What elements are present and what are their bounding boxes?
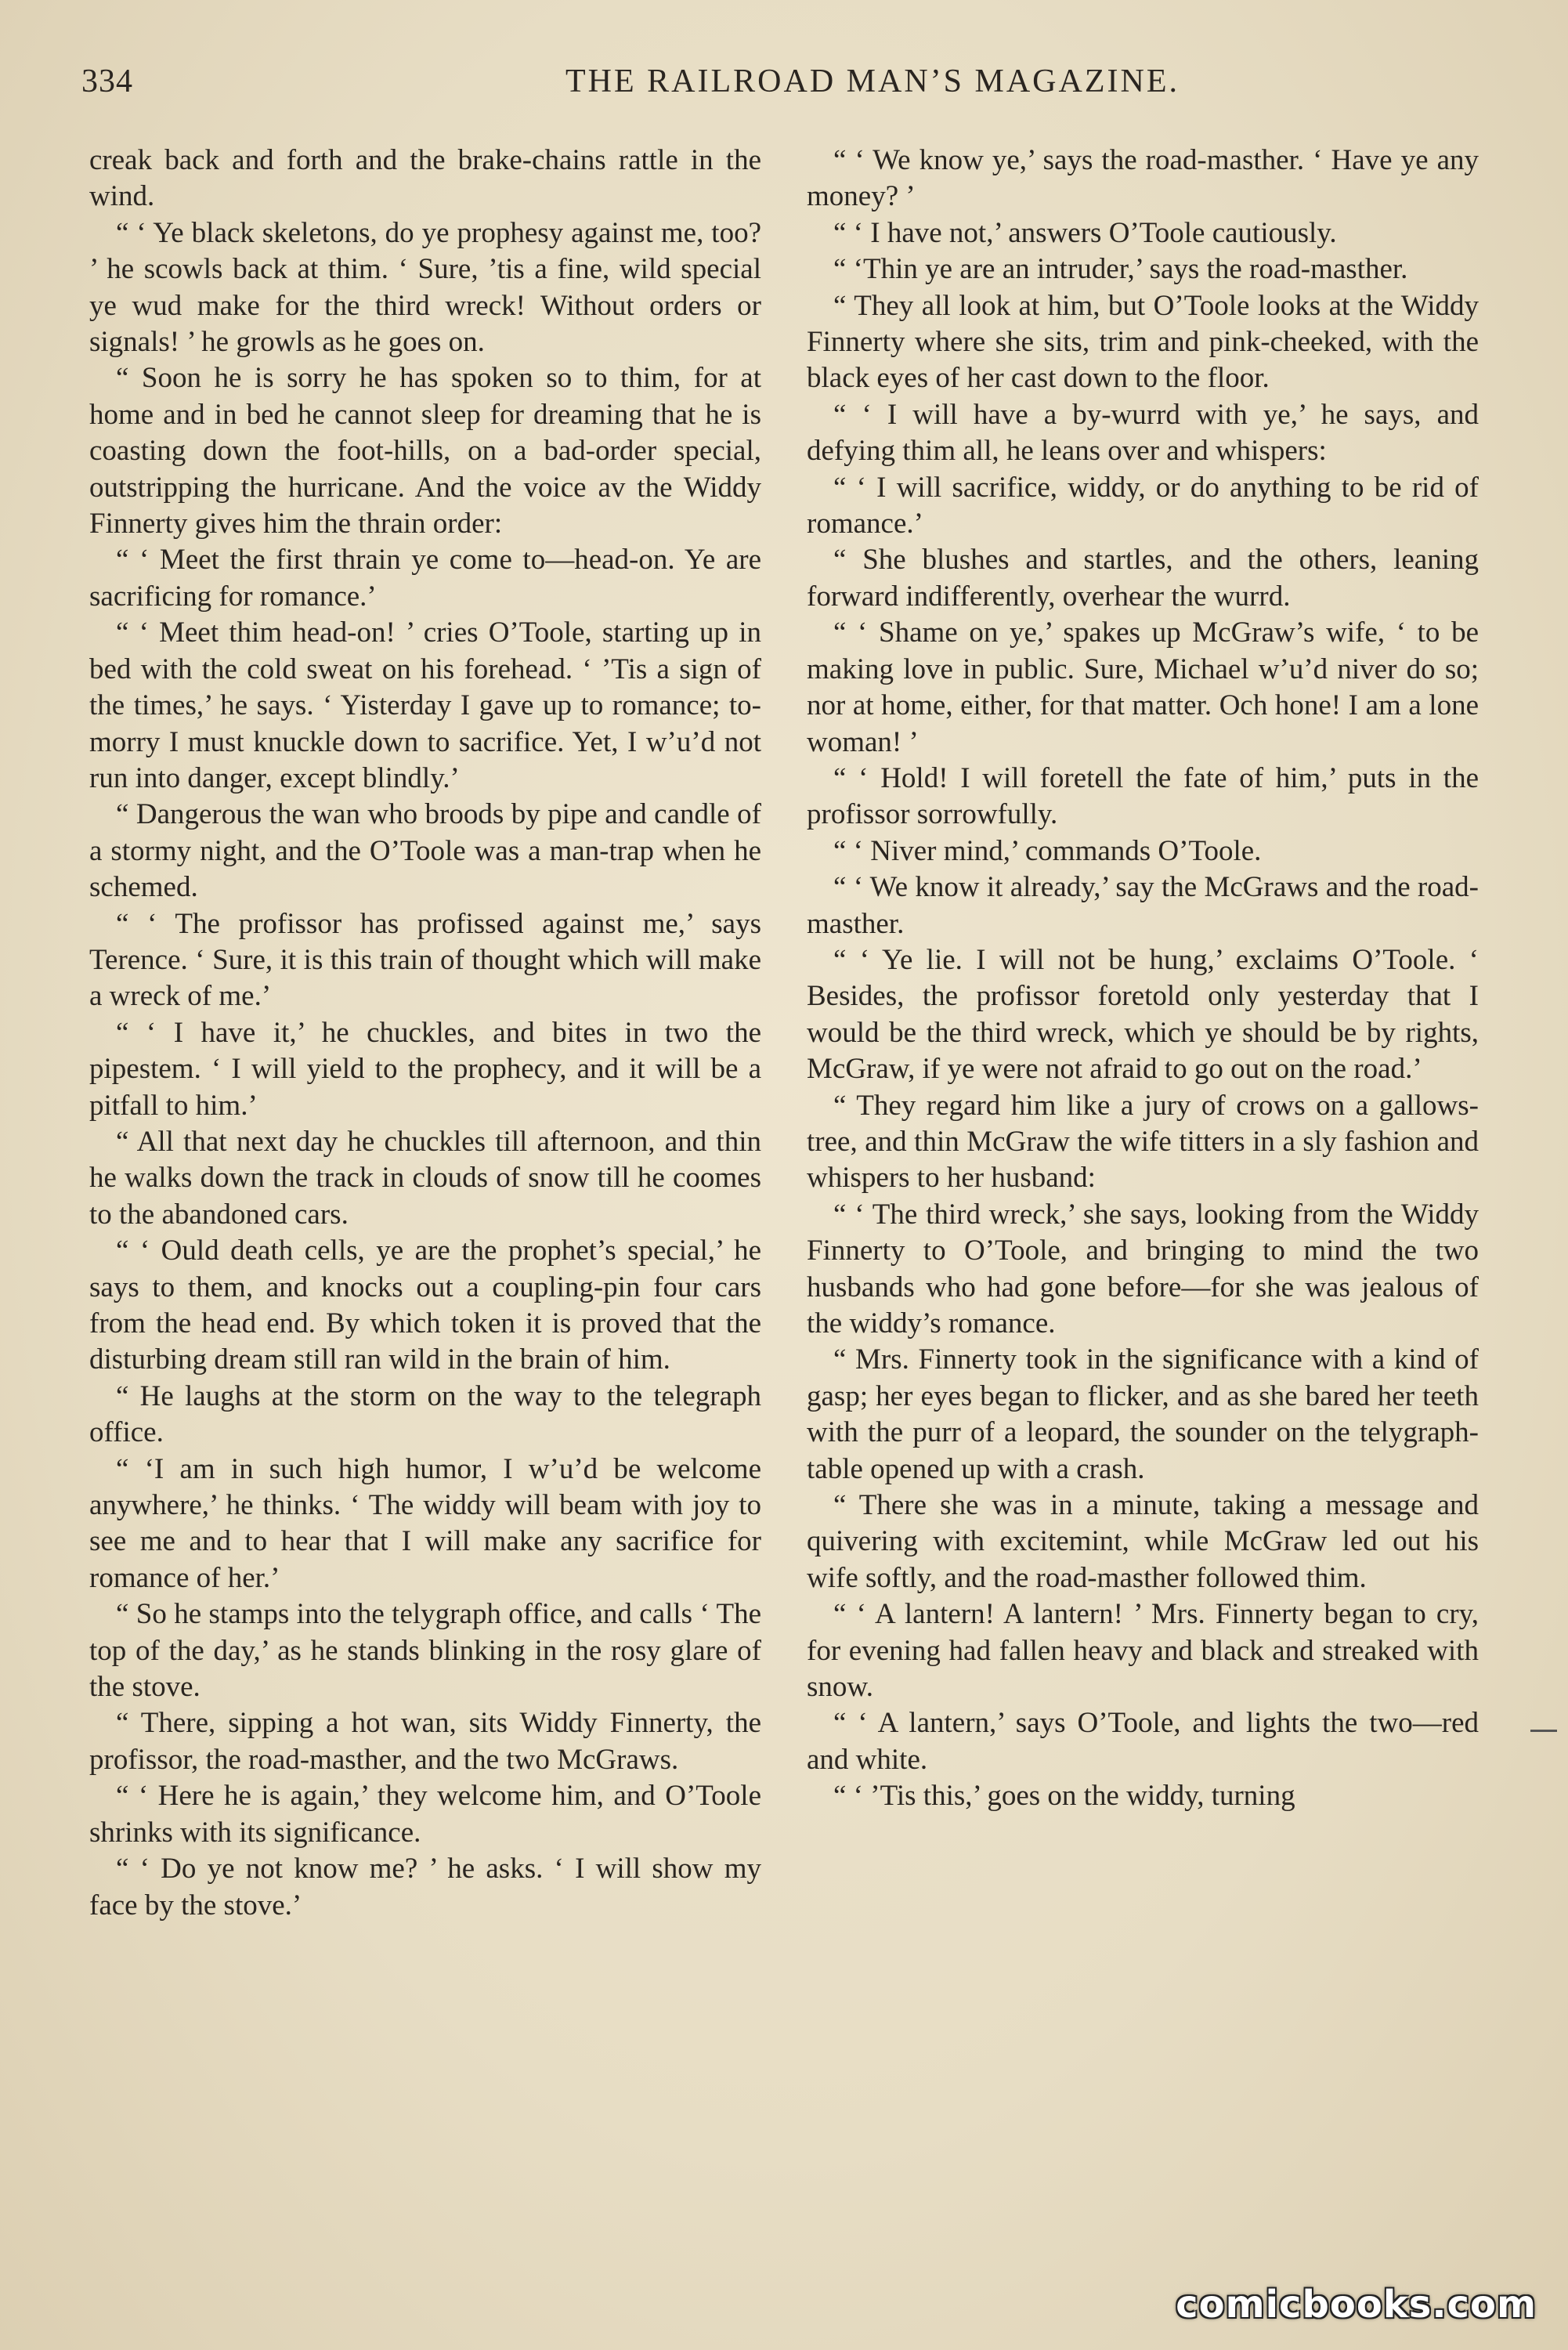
right-column: [807, 143, 1479, 1815]
paragraph: “ All that next day he chuckles till afternoon, and thin he walks down the track in clouds of snow till he coomes to the abandoned cars.: [89, 1125, 761, 1231]
page-header: [81, 63, 1491, 110]
page-number: 334: [81, 63, 133, 99]
paragraph: “ ‘ Do ye not know me? ’ he asks. ‘ I will show my face by the stove.’: [89, 1853, 761, 1922]
paragraph: creak back and forth and the brake-chains rattle in the wind.: [89, 144, 761, 213]
paragraph: “ They regard him like a jury of crows on a gallows-tree, and thin McGraw the wife titters in a sly fashion and whispers to her husband:: [807, 1089, 1479, 1195]
left-column: [89, 143, 761, 1924]
paragraph: “ ‘ Ye lie. I will not be hung,’ exclaims O’Toole. ‘ Besides, the profissor foretold only yesterday that I would be the third wreck, which ye should be by rights, McGraw, if ye were not afraid to go out on the road.’: [807, 943, 1479, 1086]
paragraph: “ She blushes and startles, and the others, leaning forward indifferently, overhear the wurrd.: [807, 544, 1479, 613]
paragraph: “ There she was in a minute, taking a message and quivering with excitemint, while McGraw led out his wife softly, and the road-masther followed thim.: [807, 1489, 1479, 1594]
paragraph: “ So he stamps into the telygraph office, and calls ‘ The top of the day,’ as he stands blinking in the rosy glare of the stove.: [89, 1598, 761, 1704]
paragraph: “ ‘ I have it,’ he chuckles, and bites in two the pipestem. ‘ I will yield to the prophecy, and it will be a pitfall to him.’: [89, 1016, 761, 1122]
paragraph: “ ‘ Niver mind,’ commands O’Toole.: [833, 834, 1262, 867]
paragraph: “ ‘ I will sacrifice, widdy, or do anything to be rid of romance.’: [807, 471, 1479, 540]
paragraph: “ ‘Thin ye are an intruder,’ says the road-masther.: [833, 253, 1408, 286]
paragraph: “ ‘ We know ye,’ says the road-masther. ‘ Have ye any money? ’: [807, 144, 1479, 213]
paragraph: “ ‘ ’Tis this,’ goes on the widdy, turning: [833, 1780, 1295, 1813]
paragraph: “ ‘ Hold! I will foretell the fate of him,’ puts in the profissor sorrowfully.: [807, 761, 1479, 831]
paragraph: “ ‘ The third wreck,’ she says, looking from the Widdy Finnerty to O’Toole, and bringing to mind the two husbands who had gone before—for she was jealous of the widdy’s romance.: [807, 1198, 1479, 1340]
paragraph: “ ‘ We know it already,’ say the McGraws and the road-masther.: [807, 871, 1479, 940]
paragraph: “ ‘ Ye black skeletons, do ye prophesy against me, too? ’ he scowls back at thim. ‘ Sure, ’tis a fine, wild special ye wud make for the third wreck! Without orders or signals! ’ he growls as he goes on.: [89, 216, 761, 359]
paragraph: “ ‘I am in such high humor, I w’u’d be welcome anywhere,’ he thinks. ‘ The widdy will beam with joy to see me and to hear that I will make any sacrifice for romance of her.’: [89, 1452, 761, 1594]
paragraph: “ Soon he is sorry he has spoken so to thim, for at home and in bed he cannot sleep for dreaming that he is coasting down the foot-hills, on a bad-order special, outstripping the hurricane. And the voice av the Widdy Finnerty gives him the thrain order:: [89, 362, 761, 540]
running-title: THE RAILROAD MAN’S MAGAZINE.: [565, 63, 1180, 99]
paragraph: “ There, sipping a hot wan, sits Widdy Finnerty, the profissor, the road-masther, and the two McGraws.: [89, 1707, 761, 1776]
paragraph: “ ‘ Meet thim head-on! ’ cries O’Toole, starting up in bed with the cold sweat on his forehead. ‘ ’Tis a sign of the times,’ he says. ‘ Yisterday I gave up to romance; to-morry I must knuckle down to sacrifice. Yet, I w’u’d not run into danger, except blindly.’: [89, 616, 761, 794]
paragraph: “ ‘ I have not,’ answers O’Toole cautiously.: [833, 216, 1337, 249]
paragraph: “ ‘ The profissor has profissed against me,’ says Terence. ‘ Sure, it is this train of thought which will make a wreck of me.’: [89, 907, 761, 1013]
paragraph: “ ‘ Ould death cells, ye are the prophet’s special,’ he says to them, and knocks out a coupling-pin four cars from the head end. By which token it is proved that the disturbing dream still ran wild in the brain of him.: [89, 1235, 761, 1376]
paragraph: “ ‘ A lantern,’ says O’Toole, and lights the two—red and white.: [807, 1707, 1479, 1776]
watermark: comicbooks.com: [1176, 2283, 1537, 2326]
margin-mark: [1530, 1730, 1557, 1732]
paragraph: “ Mrs. Finnerty took in the significance with a kind of gasp; her eyes began to flicker, and as she bared her teeth with the purr of a leopard, the sounder on the telygraph-table opened up with a crash.: [807, 1343, 1479, 1485]
paragraph: “ ‘ Shame on ye,’ spakes up McGraw’s wife, ‘ to be making love in public. Sure, Michael w’u’d niver do so; nor at home, either, for that matter. Och hone! I am a lone woman! ’: [807, 616, 1479, 758]
paragraph: “ He laughs at the storm on the way to the telegraph office.: [89, 1379, 761, 1449]
paragraph: “ ‘ A lantern! A lantern! ’ Mrs. Finnerty began to cry, for evening had fallen heavy and black and streaked with snow.: [807, 1598, 1479, 1704]
paragraph: “ ‘ I will have a by-wurrd with ye,’ he says, and defying thim all, he leans over and whispers:: [807, 398, 1479, 468]
paragraph: “ ‘ Meet the first thrain ye come to—head-on. Ye are sacrificing for romance.’: [89, 544, 761, 613]
paragraph: “ ‘ Here he is again,’ they welcome him, and O’Toole shrinks with its significance.: [89, 1780, 761, 1849]
paragraph: “ They all look at him, but O’Toole looks at the Widdy Finnerty where she sits, trim and pink-cheeked, with the black eyes of her cast down to the floor.: [807, 289, 1479, 395]
paragraph: “ Dangerous the wan who broods by pipe and candle of a stormy night, and the O’Toole was a man-trap when he schemed.: [89, 798, 761, 904]
